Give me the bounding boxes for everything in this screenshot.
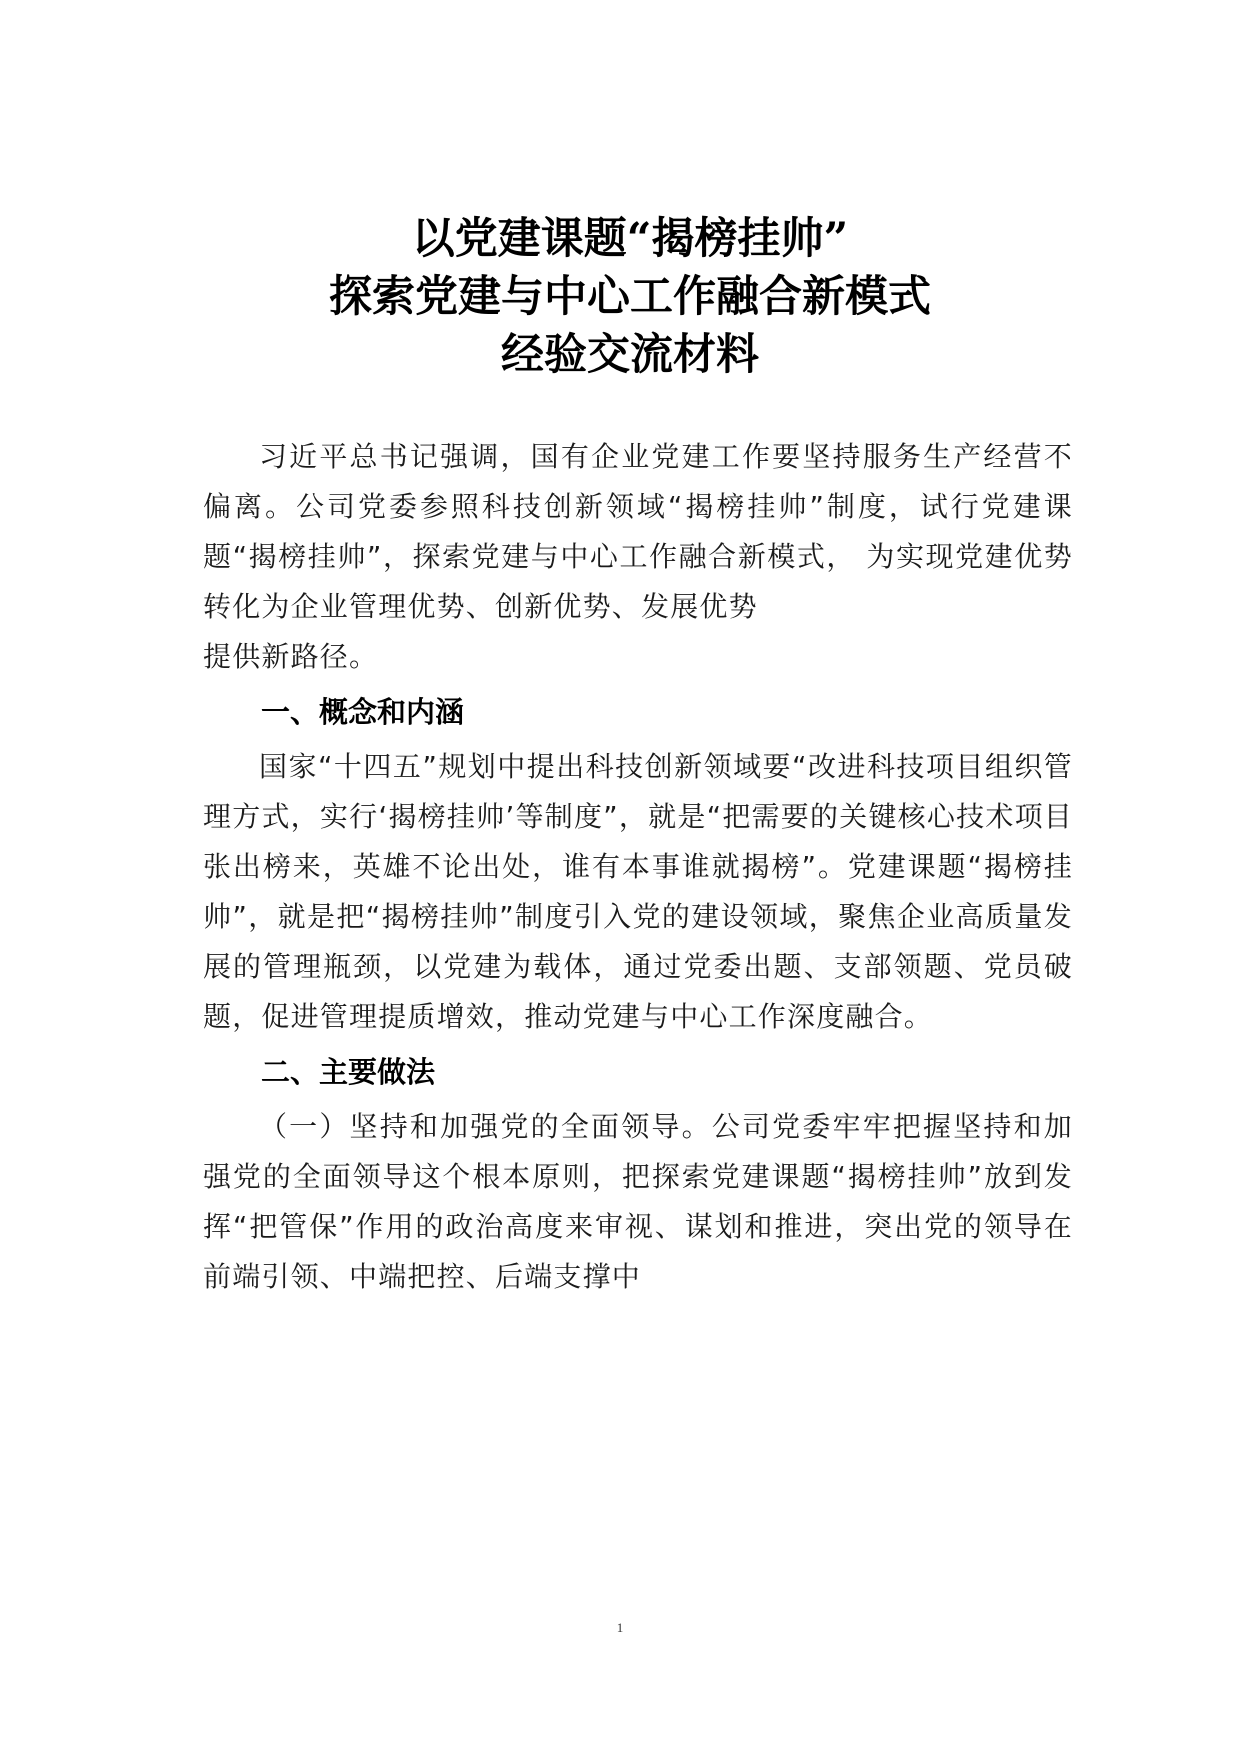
title-line-2: 探索党建与中心工作融合新模式: [329, 272, 931, 322]
document-body: [203, 432, 1073, 1302]
title-line-1: 以党建课题“揭榜挂帅”: [411, 214, 849, 264]
section-paragraph-concept: 国家“十四五”规划中提出科技创新领域要“改进科技项目组织管理方式，实行‘揭榜挂帅’等制度”，就是“把需要的关键核心技术项目张出榜来，英雄不论出处，谁有本事谁就揭榜”。党建课题“揭榜挂帅”，就是把“揭榜挂帅”制度引入党的建设领域，聚焦企业高质量发展的管理瓶颈，以党建为载体，通过党委出题、支部领题、党员破题，促进管理提质增效，推动党建与中心工作深度融合。: [203, 750, 1073, 1033]
title-line-3: 经验交流材料: [501, 330, 759, 380]
intro-continuation: 提供新路径。: [203, 640, 379, 673]
document-title: [160, 210, 1100, 384]
intro-paragraph: 习近平总书记强调，国有企业党建工作要坚持服务生产经营不偏离。公司党委参照科技创新领域“揭榜挂帅”制度，试行党建课题“揭榜挂帅”，探索党建与中心工作融合新模式， 为实现党建优势转化为企业管理优势、创新优势、发展优势: [203, 440, 1073, 623]
page-number: 1: [616, 1620, 624, 1635]
section-heading-concept: 一、概念和内涵: [261, 697, 465, 729]
section-paragraph-practice: （一）坚持和加强党的全面领导。公司党委牢牢把握坚持和加强党的全面领导这个根本原则，把探索党建课题“揭榜挂帅”放到发挥“把管保”作用的政治高度来审视、谋划和推进，突出党的领导在前端引领、中端把控、后端支撑中: [203, 1110, 1073, 1293]
section-heading-practice: 二、主要做法: [261, 1057, 436, 1089]
